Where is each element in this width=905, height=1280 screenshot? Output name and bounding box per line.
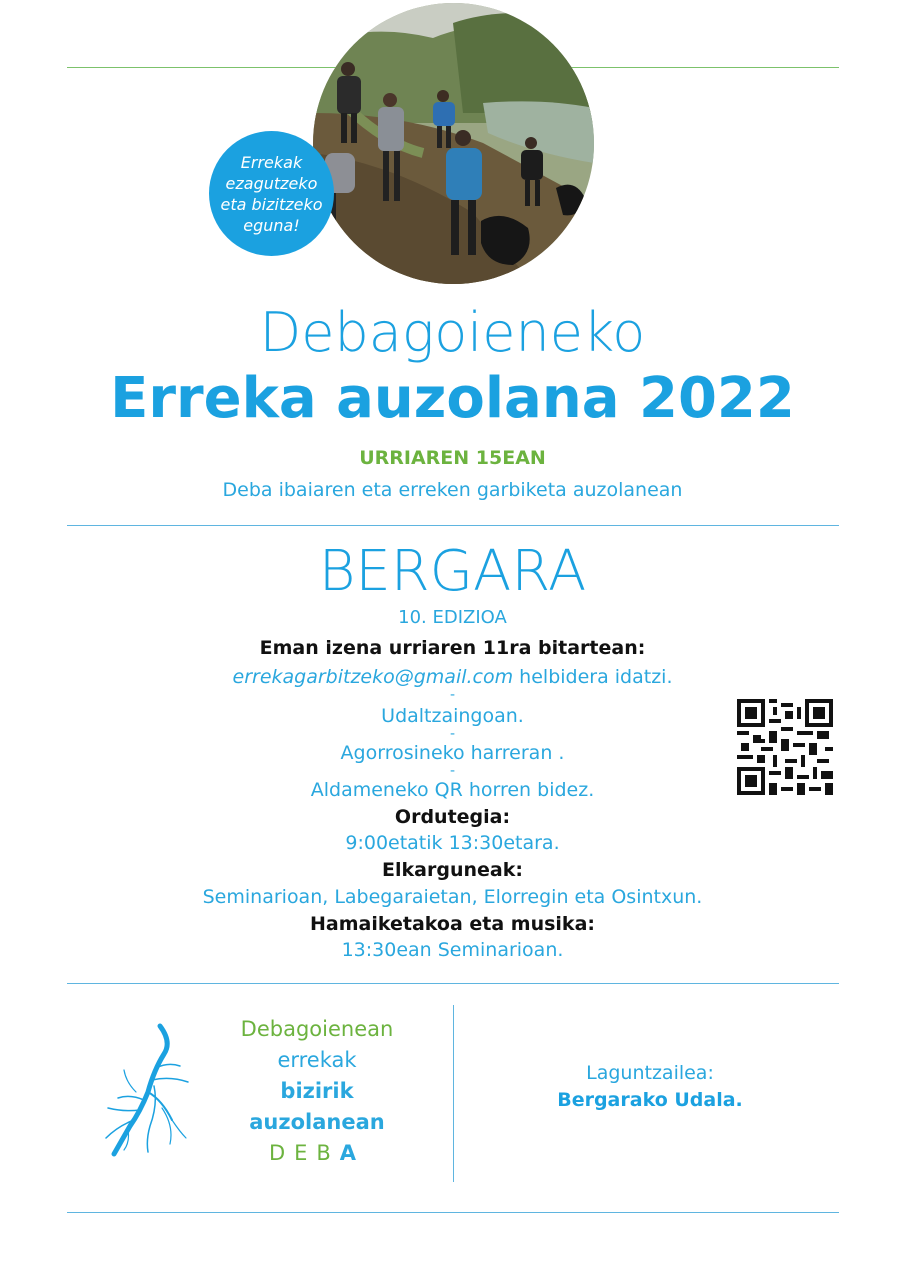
badge-line-2: ezagutzeko — [225, 173, 318, 193]
registration-heading: Eman izena urriaren 11ra bitartean: — [259, 637, 646, 659]
meeting-heading: Elkarguneak: — [382, 859, 523, 881]
footer-divider — [453, 1005, 454, 1182]
event-date: URRIAREN 15EAN — [359, 447, 546, 469]
snack-value: 13:30ean Seminarioan. — [341, 939, 564, 961]
registration-email-link[interactable]: errekagarbitzeko@gmail.com — [232, 666, 514, 688]
badge-line-3: eta bizitzeko — [220, 194, 323, 214]
tagline-badge — [209, 131, 334, 256]
logo-line-4: auzolanean — [249, 1110, 385, 1134]
logo-deba — [217, 1138, 417, 1169]
snack-heading: Hamaiketakoa eta musika: — [310, 913, 595, 935]
badge-line-1: Errekak — [240, 152, 303, 172]
registration-email-suffix: helbidera idatzi. — [513, 666, 673, 688]
bottom-rule — [67, 1212, 839, 1213]
event-subtitle: Deba ibaiaren eta erreken garbiketa auzolanean — [222, 479, 683, 501]
sponsor-name: Bergarako Udala. — [557, 1089, 743, 1111]
meeting-value: Seminarioan, Labegaraietan, Elorregin eta Osintxun. — [202, 886, 703, 908]
section-divider-1 — [67, 525, 839, 526]
registration-option-2: Agorrosineko harreran . — [340, 742, 565, 764]
logo-line-2: errekak — [277, 1048, 357, 1072]
qr-code-icon[interactable] — [737, 699, 833, 795]
river-network-icon — [100, 1022, 195, 1162]
logo-line-1: Debagoienean — [240, 1017, 394, 1041]
schedule-heading: Ordutegia: — [394, 806, 511, 828]
campaign-logo — [217, 1014, 417, 1169]
registration-option-1: Udaltzaingoan. — [381, 705, 524, 727]
title-event: Erreka auzolana 2022 — [110, 366, 795, 431]
badge-line-4: eguna! — [243, 215, 300, 235]
separator-dash: - — [449, 763, 456, 779]
section-divider-2 — [67, 983, 839, 984]
logo-deba-light: DEB — [268, 1141, 340, 1165]
sponsor-label: Laguntzailea: — [586, 1062, 714, 1084]
volunteers-photo — [313, 3, 594, 284]
separator-dash: - — [449, 687, 456, 703]
sponsor-block — [500, 1060, 800, 1114]
registration-option-3: Aldameneko QR horren bidez. — [310, 779, 595, 801]
separator-dash: - — [449, 726, 456, 742]
logo-line-3: bizirik — [280, 1079, 354, 1103]
title-region: Debagoieneko — [259, 301, 646, 364]
edition-label: 10. EDIZIOA — [398, 607, 507, 628]
schedule-value: 9:00etatik 13:30etara. — [345, 832, 560, 854]
town-name: BERGARA — [318, 539, 587, 604]
logo-deba-bold: A — [339, 1141, 366, 1165]
